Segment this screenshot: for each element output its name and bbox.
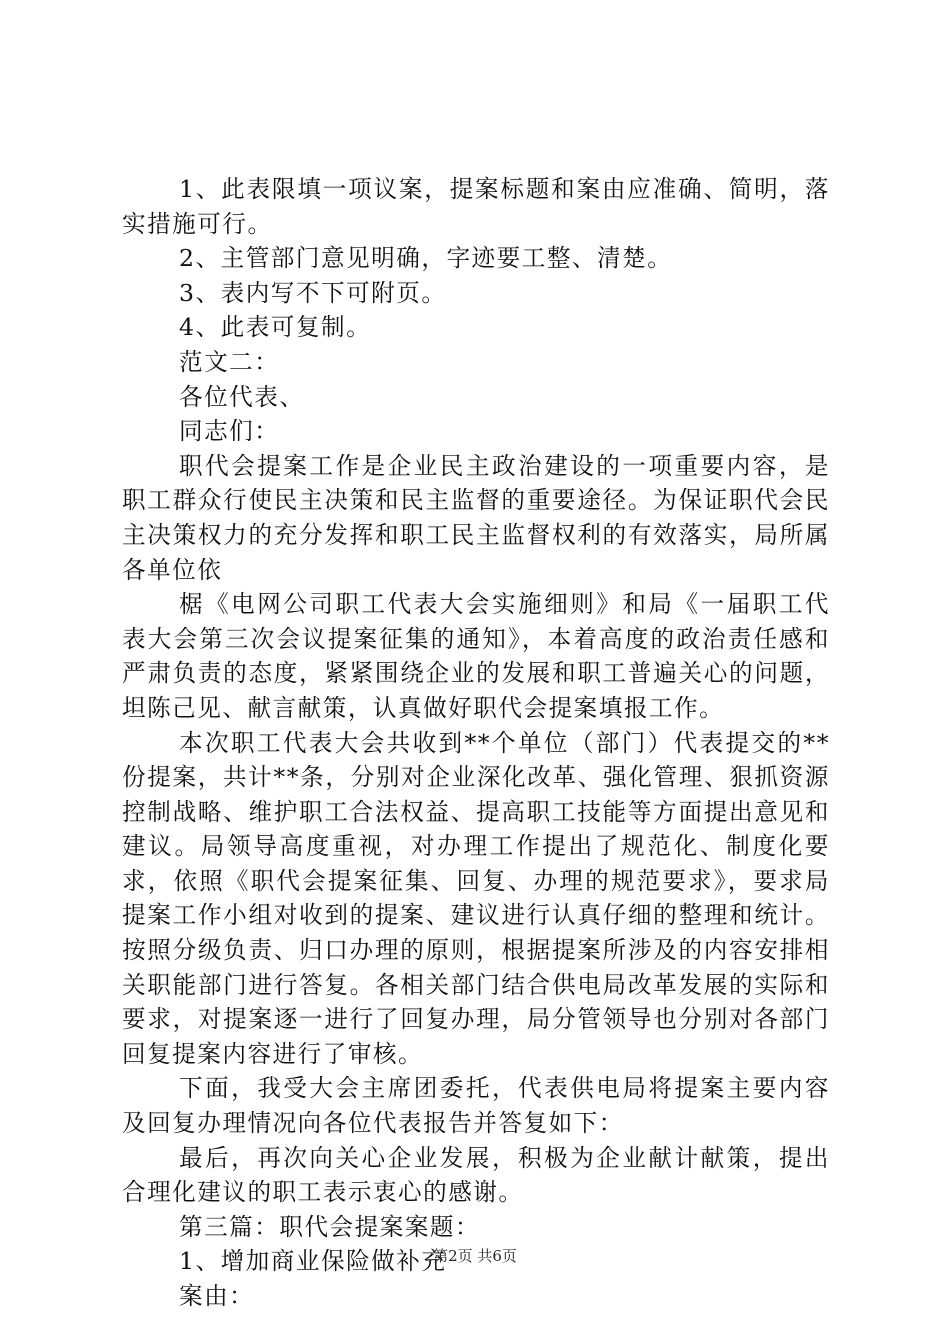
paragraph-form-rule-2: 2、主管部门意见明确，字迹要工整、清楚。: [179, 244, 673, 273]
proposal-item-1: 1、增加商业保险做补充: [179, 1247, 447, 1276]
section-heading-sample-2: 范文二：: [179, 347, 280, 376]
paragraph-basis: 椐《电网公司职工代表大会实施细则》和局《一届职工代表大会第三次会议提案征集的通知》，本着高度的政治责任感和严肃负责的态度，紧紧围绕企业的发展和职工普遍关心的问题，坦陈己见、献言献策，认真做好职代会提案填报工作。: [122, 590, 830, 722]
paragraph-report-intro: 下面，我受大会主席团委托，代表供电局将提案主要内容及回复办理情况向各位代表报告并答复如下：: [122, 1074, 830, 1138]
document-body: [122, 172, 830, 1314]
salutation-comrades: 同志们：: [179, 417, 280, 446]
paragraph-form-rule-1: 1、此表限填一项议案，提案标题和案由应准确、简明，落实措施可行。: [122, 175, 830, 238]
proposal-reason-label: 案由：: [179, 1282, 255, 1310]
paragraph-form-rule-4: 4、此表可复制。: [179, 313, 372, 342]
paragraph-summary: 本次职工代表大会共收到**个单位（部门）代表提交的**份提案，共计**条，分别对企业深化改革、强化管理、狠抓资源控制战略、维护职工合法权益、提高职工技能等方面提出意见和建议。局领导高度重视，对办理工作提出了规范化、制度化要求，依照《职代会提案征集、回复、办理的规范要求》，要求局提案工作小组对收到的提案、建议进行认真仔细的整理和统计。按照分级负责、归口办理的原则，根据提案所涉及的内容安排相关职能部门进行答复。各相关部门结合供电局改革发展的实际和要求，对提案逐一进行了回复办理，局分管领导也分别对各部门回复提案内容进行了审核。: [122, 728, 830, 1068]
paragraph-closing: 最后，再次向关心企业发展，积极为企业献计献策，提出合理化建议的职工表示衷心的感谢。: [122, 1143, 830, 1207]
section-heading-part-3: 第三篇：职代会提案案题：: [179, 1212, 481, 1241]
salutation-delegates: 各位代表、: [179, 382, 305, 411]
paragraph-form-rule-3: 3、表内写不下可附页。: [179, 278, 447, 307]
paragraph-intro: 职代会提案工作是企业民主政治建设的一项重要内容，是职工群众行使民主决策和民主监督的重要途径。为保证职代会民主决策权力的充分发挥和职工民主监督权利的有效落实，局所属各单位依: [122, 451, 830, 584]
page-number-footer: 第2页 共6页: [433, 1247, 517, 1265]
